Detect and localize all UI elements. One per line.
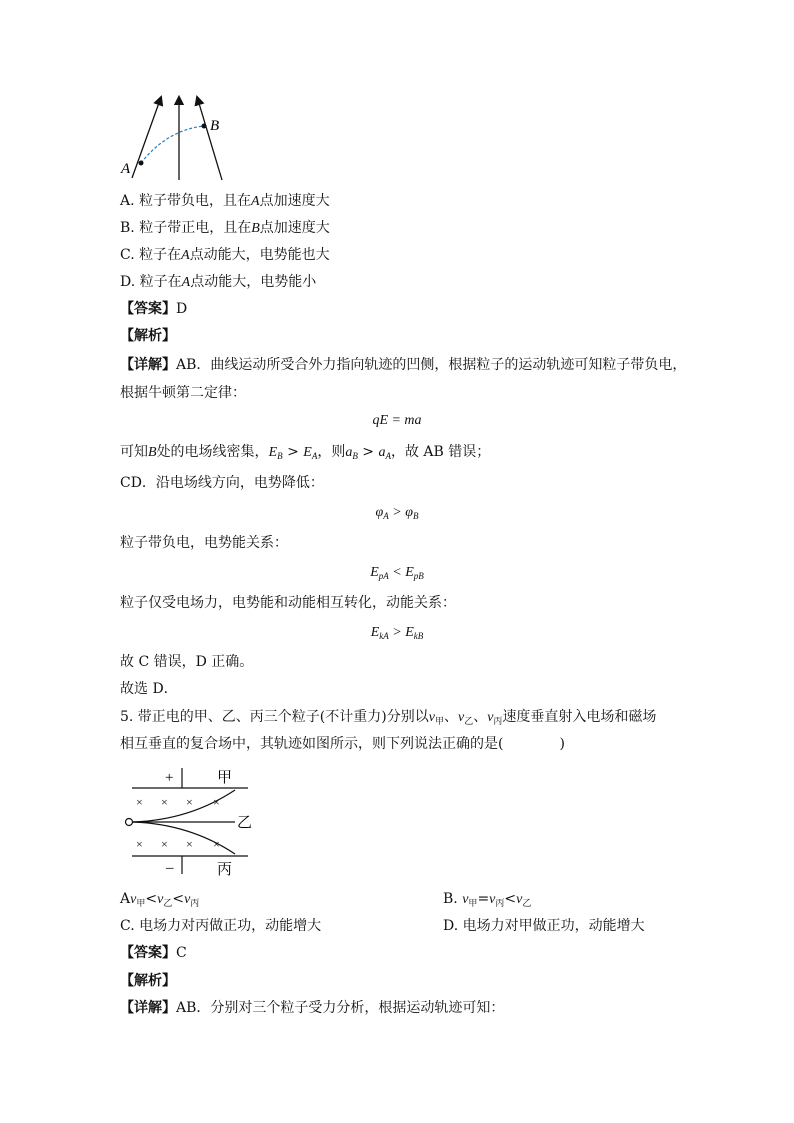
field-cross: × xyxy=(161,837,168,851)
q4-option-d: D. 粒子在A点动能大，电势能小 xyxy=(120,274,317,290)
point-b xyxy=(202,124,207,129)
q5-option-d: D. 电场力对甲做正功，动能增大 xyxy=(443,918,645,934)
label-b: B xyxy=(210,118,220,134)
q5-option-a: $Av_甲<v_乙<v_丙$ xyxy=(120,891,200,909)
q5-answer: 【答案】C xyxy=(120,945,187,961)
q5-stem-line2: 相互垂直的复合场中，其轨迹如图所示，则下列说法正确的是( ) xyxy=(120,736,565,752)
q5-detail-line1: 【详解】AB．分别对三个粒子受力分析，根据运动轨迹可知： xyxy=(120,1000,505,1016)
entry-point xyxy=(126,819,133,826)
point-a xyxy=(139,161,144,166)
composite-field-figure xyxy=(120,764,260,880)
q5-option-b: B. $v_甲=v_丙<v_乙$ xyxy=(443,891,532,909)
field-cross: × xyxy=(213,795,220,809)
q4-analysis-heading: 【解析】 xyxy=(120,328,176,344)
q4-only-force-line: 粒子仅受电场力，电势能和动能相互转化，动能关系： xyxy=(120,595,456,611)
q4-option-a: A. 粒子带负电，且在A点加速度大 xyxy=(120,193,330,209)
field-line-figure xyxy=(112,92,232,184)
q5-stem-line1: 5. 带正电的甲、乙、丙三个粒子(不计重力)分别以$v_甲$、$v_乙$、$v_丙$速度垂直射入电场和磁场 xyxy=(120,709,657,727)
label-yi: 乙 xyxy=(237,815,253,831)
label-bing: 丙 xyxy=(217,862,233,878)
field-cross: × xyxy=(213,837,220,851)
formula-kinetic-energy: $E_{kA} > E_{kB}$ xyxy=(370,625,424,641)
field-cross: × xyxy=(186,837,193,851)
field-cross: × xyxy=(186,795,193,809)
formula-qe-ma: qE = ma xyxy=(372,413,422,428)
trajectory-curve xyxy=(141,126,204,163)
plus-sign: + xyxy=(165,770,174,786)
q4-negative-line: 粒子带负电，电势能关系： xyxy=(120,535,288,551)
field-line-right xyxy=(198,100,222,180)
minus-sign: – xyxy=(166,860,174,876)
field-line-left xyxy=(132,100,160,178)
q4-choose: 故选 D． xyxy=(120,681,178,697)
q4-option-c: C. 粒子在A点动能大，电势能也大 xyxy=(120,247,330,263)
formula-potential-energy: $E_{pA} < E_{pB}$ xyxy=(370,565,424,581)
q5-analysis-heading: 【解析】 xyxy=(120,973,176,989)
q4-answer: 【答案】D xyxy=(120,301,188,317)
label-jia: 甲 xyxy=(217,770,233,786)
field-cross: × xyxy=(136,837,143,851)
q5-option-c: C. 电场力对丙做正功，动能增大 xyxy=(120,918,322,934)
q4-detail-line1: 【详解】AB．曲线运动所受合外力指向轨迹的凹侧，根据粒子的运动轨迹可知粒子带负电， xyxy=(120,357,687,373)
q4-detail-line2: 根据牛顿第二定律： xyxy=(120,385,246,401)
q4-conclusion: 故 C 错误，D 正确。 xyxy=(120,654,254,670)
label-a: A xyxy=(121,161,131,177)
field-cross: × xyxy=(136,795,143,809)
q4-cd-line: CD．沿电场线方向，电势降低： xyxy=(120,475,324,491)
q4-option-b: B. 粒子带正电，且在B点加速度大 xyxy=(120,220,330,236)
formula-potential: $\varphi_A > \varphi_B$ xyxy=(375,505,419,521)
q4-field-density-line: 可知B处的电场线密集，$E_B > E_A$，则$a_B > a_A$，故 AB 错误； xyxy=(120,444,491,461)
field-cross: × xyxy=(161,795,168,809)
